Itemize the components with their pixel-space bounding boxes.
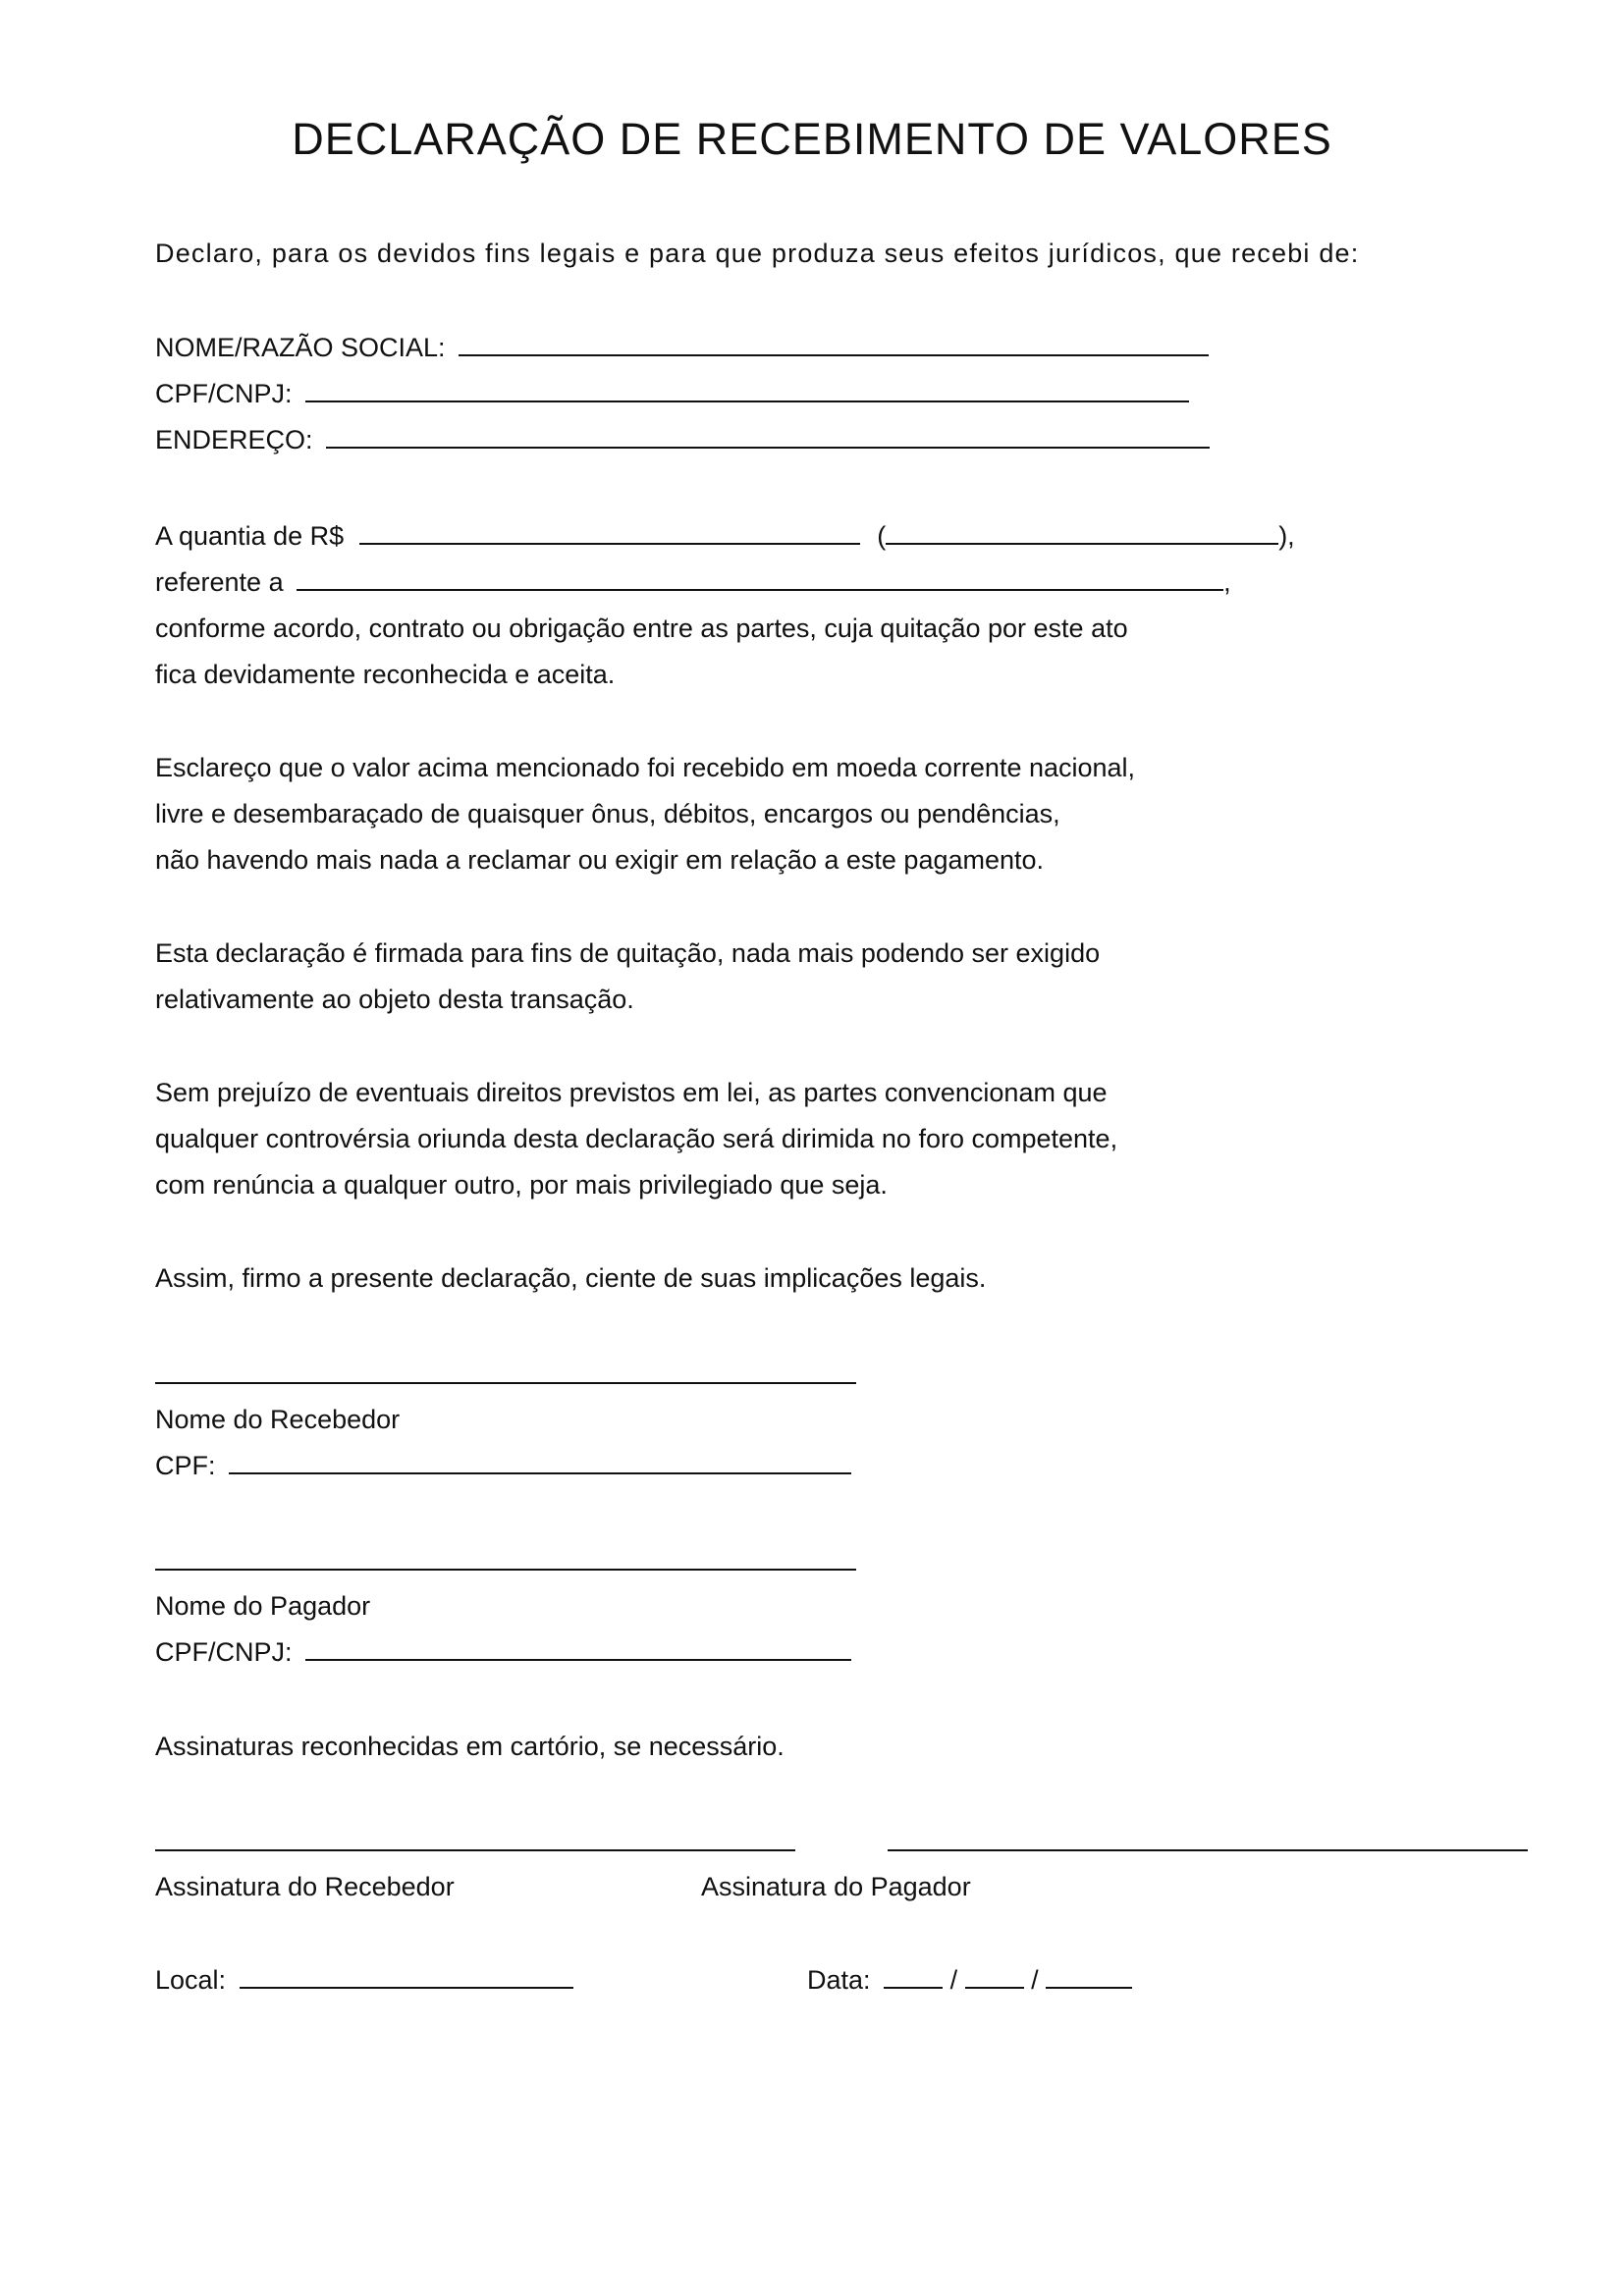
payer-signature-label: Assinatura do Pagador	[701, 1872, 971, 1901]
clarify-line-2: livre e desembaraçado de quaisquer ônus, débitos, encargos ou pendências,	[155, 799, 1060, 828]
amount-words-blank[interactable]	[886, 519, 1278, 545]
receiver-signature-line[interactable]	[155, 1849, 795, 1851]
referente-row	[155, 564, 1231, 600]
doc-field-blank[interactable]	[305, 377, 1189, 402]
amount-value-blank[interactable]	[359, 519, 860, 545]
receiver-doc-row	[155, 1448, 851, 1483]
name-field-blank[interactable]	[459, 331, 1209, 356]
payer-doc-label: CPF/CNPJ:	[155, 1637, 293, 1667]
firmo-text: Assim, firmo a presente declaração, ciente de suas implicações legais.	[155, 1263, 987, 1293]
payer-name-signature-line[interactable]	[155, 1569, 856, 1571]
name-field-label: NOME/RAZÃO SOCIAL:	[155, 333, 446, 362]
receiver-signature-label: Assinatura do Recebedor	[155, 1872, 455, 1901]
local-row	[155, 1962, 573, 1998]
local-blank[interactable]	[240, 1963, 573, 1989]
date-day-blank[interactable]	[884, 1963, 943, 1989]
payer-doc-blank[interactable]	[305, 1635, 851, 1661]
amount-line-4: fica devidamente reconhecida e aceita.	[155, 660, 616, 689]
date-row	[807, 1962, 1132, 1998]
date-month-blank[interactable]	[965, 1963, 1024, 1989]
intro-text: Declaro, para os devidos fins legais e para que produza seus efeitos jurídicos, que recebi de:	[155, 239, 1360, 268]
local-label: Local:	[155, 1965, 227, 1995]
receiver-name-signature-line[interactable]	[155, 1382, 856, 1384]
referente-blank[interactable]	[297, 565, 1223, 591]
receiver-name-label: Nome do Recebedor	[155, 1405, 401, 1434]
quitacao-line-2: relativamente ao objeto desta transação.	[155, 985, 634, 1014]
amount-prefix: A quantia de R$	[155, 521, 345, 551]
amount-open-paren: (	[877, 521, 887, 551]
foro-line-1: Sem prejuízo de eventuais direitos previstos em lei, as partes convencionam que	[155, 1078, 1108, 1107]
address-field-row	[155, 422, 1210, 457]
foro-line-3: com renúncia a qualquer outro, por mais privilegiado que seja.	[155, 1170, 888, 1200]
date-separator-2: /	[1031, 1965, 1039, 1995]
amount-line-3: conforme acordo, contrato ou obrigação entre as partes, cuja quitação por este ato	[155, 614, 1128, 643]
notary-note: Assinaturas reconhecidas em cartório, se necessário.	[155, 1732, 785, 1761]
referente-comma: ,	[1223, 567, 1231, 597]
payer-signature-line[interactable]	[888, 1849, 1528, 1851]
payer-name-label: Nome do Pagador	[155, 1591, 371, 1621]
name-field-row	[155, 330, 1209, 365]
quitacao-line-1: Esta declaração é firmada para fins de quitação, nada mais podendo ser exigido	[155, 938, 1101, 968]
doc-field-label: CPF/CNPJ:	[155, 379, 293, 408]
receiver-doc-blank[interactable]	[229, 1449, 851, 1474]
date-label: Data:	[807, 1965, 871, 1995]
receiver-doc-label: CPF:	[155, 1451, 216, 1480]
foro-line-2: qualquer controvérsia oriunda desta declaração será dirimida no foro competente,	[155, 1124, 1118, 1153]
amount-close-paren: ),	[1278, 521, 1295, 551]
amount-row	[155, 518, 1295, 554]
clarify-line-3: não havendo mais nada a reclamar ou exigir em relação a este pagamento.	[155, 845, 1045, 875]
referente-label: referente a	[155, 567, 284, 597]
payer-doc-row	[155, 1634, 851, 1670]
clarify-line-1: Esclareço que o valor acima mencionado foi recebido em moeda corrente nacional,	[155, 753, 1136, 782]
document-title: DECLARAÇÃO DE RECEBIMENTO DE VALORES	[292, 114, 1332, 164]
address-field-blank[interactable]	[326, 423, 1210, 449]
date-year-blank[interactable]	[1046, 1963, 1132, 1989]
date-separator-1: /	[949, 1965, 958, 1995]
address-field-label: ENDEREÇO:	[155, 425, 313, 454]
doc-field-row	[155, 376, 1189, 411]
